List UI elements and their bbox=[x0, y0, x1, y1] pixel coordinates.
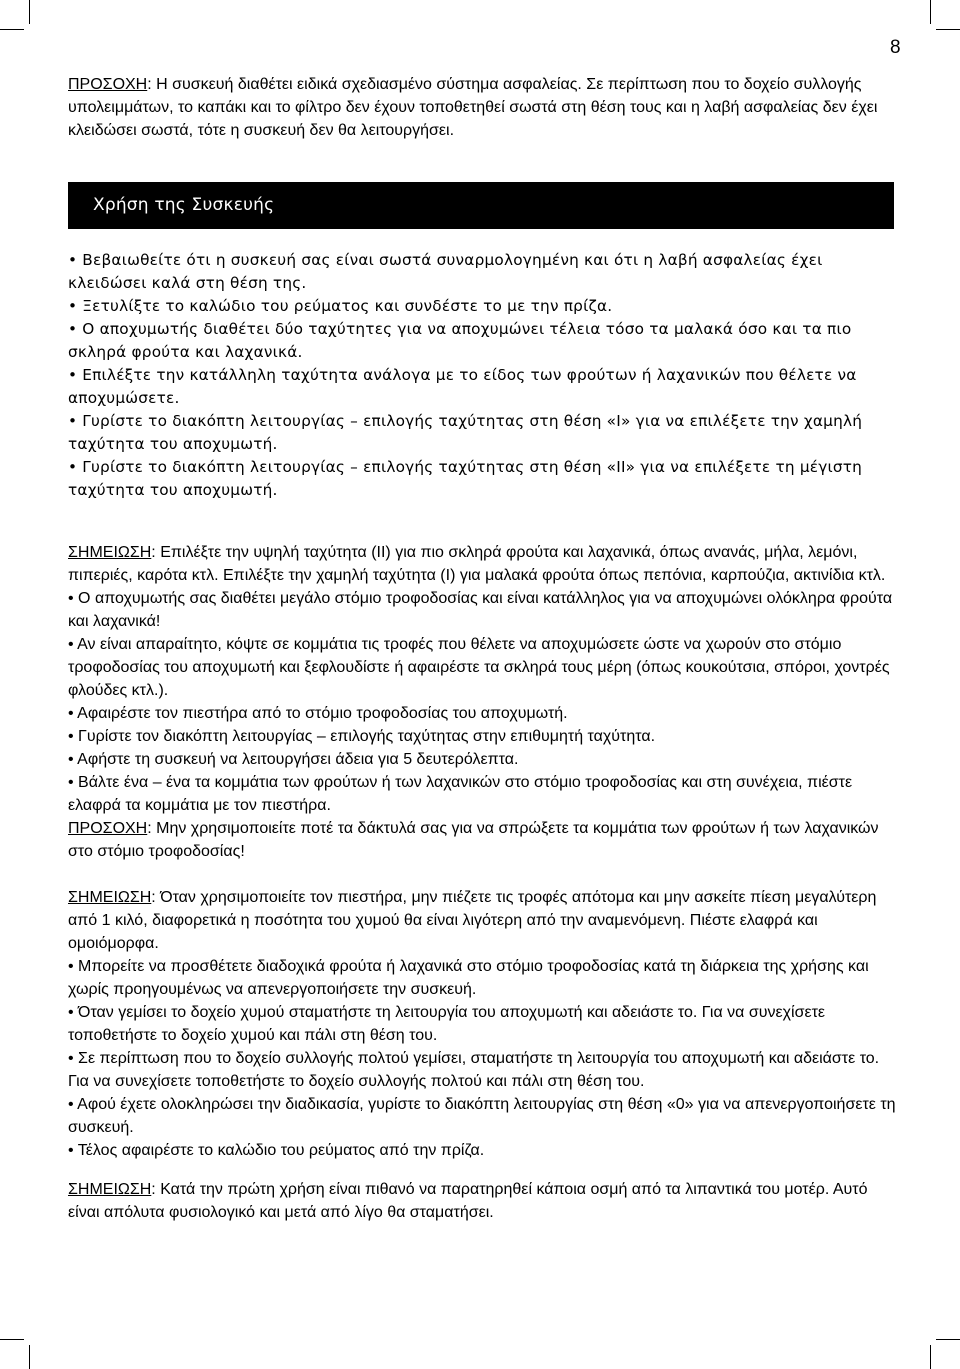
note-label: ΣΗΜΕΙΩΣΗ bbox=[68, 889, 152, 906]
list-item: • Γυρίστε τον διακόπτη λειτουργίας – επιλογής ταχύτητας στην επιθυμητή ταχύτητα. bbox=[68, 728, 656, 745]
list-item: • Βεβαιωθείτε ότι η συσκευή σας είναι σωστά συναρμολογημένη και ότι η λαβή ασφαλείας έχει κλειδώσει καλά στη θέση της. bbox=[68, 251, 823, 292]
list-item: • Σε περίπτωση που το δοχείο συλλογής πολτού γεμίσει, σταματήστε τη λειτουργία του αποχυμωτή και αδειάστε το. Για να συνεχίσετε τοποθετήστε το δοχείο συλλογής πολτού και πάλι στη θέση του. bbox=[68, 1050, 880, 1090]
note-text: : Κατά την πρώτη χρήση είναι πιθανό να παρατηρηθεί κάποια οσμή από τα λιπαντικά του μοτέρ. Αυτό είναι απόλυτα φυσιολογικό και μετά από λίγο θα σταματήσει. bbox=[68, 1181, 868, 1221]
list-item: • Αν είναι απαραίτητο, κόψτε σε κομμάτια τις τροφές που θέλετε να αποχυμώσετε ώστε να χωρούν στο στόμιο τροφοδοσίας του αποχυμωτή και ξεφλουδίστε ή αφαιρέστε τα σκληρά τους μέρη (όπως κουκούτσια, σπόροι, χοντρές φλούδες κτλ.). bbox=[68, 636, 890, 699]
note-paragraph bbox=[68, 886, 898, 955]
crop-mark bbox=[936, 1339, 960, 1340]
crop-mark bbox=[0, 1339, 24, 1340]
bullet-list bbox=[68, 587, 898, 817]
list-item: • Τέλος αφαιρέστε το καλώδιο του ρεύματος από την πρίζα. bbox=[68, 1142, 485, 1159]
crop-mark bbox=[0, 29, 24, 30]
list-item: • Ο αποχυμωτής σας διαθέτει μεγάλο στόμιο τροφοδοσίας και είναι κατάλληλος για να αποχυμώνει ολόκληρα φρούτα και λαχανικά! bbox=[68, 590, 893, 630]
list-item: • Όταν γεμίσει το δοχείο χυμού σταματήστε τη λειτουργία του αποχυμωτή και αδειάστε το. Για να συνεχίσετε τοποθετήστε το δοχείο χυμού και πάλι στη θέση του. bbox=[68, 1004, 826, 1044]
note-paragraph bbox=[68, 541, 898, 587]
crop-mark bbox=[29, 0, 30, 24]
list-item: • Γυρίστε το διακόπτη λειτουργίας – επιλογής ταχύτητας στη θέση «I» για να επιλέξετε την χαμηλή ταχύτητα του αποχυμωτή. bbox=[68, 412, 863, 453]
caution-label: ΠΡΟΣΟΧΗ bbox=[68, 820, 148, 837]
list-item: • Μπορείτε να προσθέτετε διαδοχικά φρούτα ή λαχανικά στο στόμιο τροφοδοσίας κατά τη διάρκεια της χρήσης και χωρίς προηγουμένως να απενεργοποιήσετε την συσκευή. bbox=[68, 958, 869, 998]
caution-text: : Η συσκευή διαθέτει ειδικά σχεδιασμένο σύστημα ασφαλείας. Σε περίπτωση που το δοχείο συλλογής υπολειμμάτων, το καπάκι και το φίλτρο δεν έχουν τοποθετηθεί σωστά στη θέση τους και η λαβή ασφαλείας δεν έχει κλειδώσει σωστά, τότε η συσκευή δεν θα λειτουργήσει. bbox=[68, 76, 878, 139]
note-label: ΣΗΜΕΙΩΣΗ bbox=[68, 544, 152, 561]
list-item: • Αφαιρέστε τον πιεστήρα από το στόμιο τροφοδοσίας του αποχυμωτή. bbox=[68, 705, 568, 722]
list-item: • Βάλτε ένα – ένα τα κομμάτια των φρούτων ή των λαχανικών στο στόμιο τροφοδοσίας και στη συνέχεια, πιέστε ελαφρά τα κομμάτια με τον πιεστήρα. bbox=[68, 774, 853, 814]
crop-mark bbox=[930, 0, 931, 24]
list-item: • Αφού έχετε ολοκληρώσει την διαδικασία, γυρίστε το διακόπτη λειτουργίας στη θέση «0» για να απενεργοποιήσετε τη συσκευή. bbox=[68, 1096, 896, 1136]
list-item: • Αφήστε τη συσκευή να λειτουργήσει άδεια για 5 δευτερόλεπτα. bbox=[68, 751, 519, 768]
crop-mark bbox=[936, 29, 960, 30]
caution-paragraph bbox=[68, 817, 898, 863]
list-item: • Επιλέξτε την κατάλληλη ταχύτητα ανάλογα με το είδος των φρούτων ή λαχανικών που θέλετε να αποχυμώσετε. bbox=[68, 366, 857, 407]
crop-mark bbox=[29, 1345, 30, 1369]
caution-paragraph bbox=[68, 73, 898, 142]
note-text: : Επιλέξτε την υψηλή ταχύτητα (II) για πιο σκληρά φρούτα και λαχανικά, όπως ανανάς, μήλα, λεμόνι, πιπεριές, καρότα κτλ. Επιλέξτε την χαμηλή ταχύτητα (I) για μαλακά φρούτα όπως πεπόνια, καρπούζια, ακτινίδια κτλ. bbox=[68, 544, 886, 584]
page-number: 8 bbox=[890, 37, 901, 58]
list-item: • Γυρίστε το διακόπτη λειτουργίας – επιλογής ταχύτητας στη θέση «II» για να επιλέξετε τη μέγιστη ταχύτητα του αποχυμωτή. bbox=[68, 458, 863, 499]
note-label: ΣΗΜΕΙΩΣΗ bbox=[68, 1181, 152, 1198]
usage-steps bbox=[68, 249, 898, 502]
bullet-list bbox=[68, 955, 898, 1162]
caution-text: : Μην χρησιμοποιείτε ποτέ τα δάκτυλά σας για να σπρώξετε τα κομμάτια των φρούτων ή των λαχανικών στο στόμιο τροφοδοσίας! bbox=[68, 820, 879, 860]
caution-label: ΠΡΟΣΟΧΗ bbox=[68, 76, 148, 93]
page-content bbox=[68, 73, 898, 1224]
list-item: • Ξετυλίξτε το καλώδιο του ρεύματος και συνδέστε το με την πρίζα. bbox=[68, 297, 613, 315]
crop-mark bbox=[930, 1345, 931, 1369]
list-item: • Ο αποχυμωτής διαθέτει δύο ταχύτητες για να αποχυμώνει τέλεια τόσο τα μαλακά όσο και τα πιο σκληρά φρούτα και λαχανικά. bbox=[68, 320, 852, 361]
note-paragraph bbox=[68, 1178, 898, 1224]
section-title: Χρήση της Συσκευής bbox=[68, 182, 894, 229]
note-text: : Όταν χρησιμοποιείτε τον πιεστήρα, μην πιέζετε τις τροφές απότομα και μην ασκείτε πίεση μεγαλύτερη από 1 κιλό, διαφορετικά η ποσότητα του χυμού θα είναι λιγότερη από την αναμενόμενη. Πιέστε ελαφρά και ομοιόμορφα. bbox=[68, 889, 877, 952]
